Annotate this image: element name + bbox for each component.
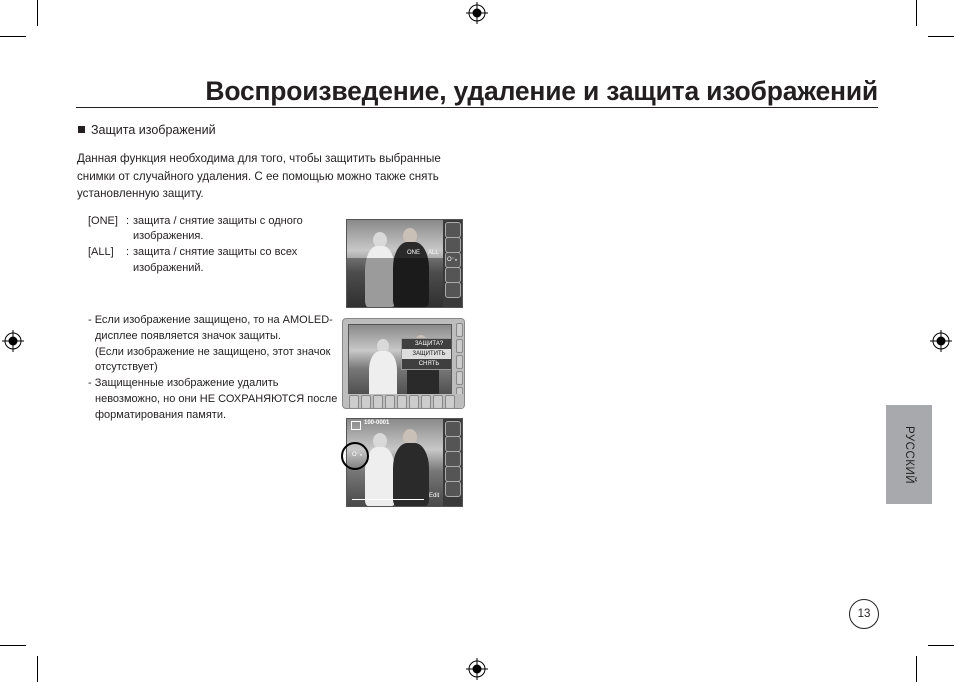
highlight-circle-icon bbox=[341, 442, 369, 470]
intro-paragraph bbox=[77, 150, 457, 203]
note-line: - Если изображение защищено, то на AMOLED- bbox=[88, 314, 333, 326]
note-line: (Если изображение не защищено, этот значок bbox=[95, 346, 331, 358]
thumbnail-strip bbox=[346, 394, 463, 408]
page-title: Воспроизведение, удаление и защита изображений bbox=[205, 76, 878, 106]
thumb-button[interactable] bbox=[409, 395, 419, 409]
registration-mark-icon bbox=[466, 2, 488, 24]
page-number: 13 bbox=[849, 599, 879, 629]
intro-line: установленную защиту. bbox=[77, 187, 204, 200]
thumb-button[interactable] bbox=[397, 395, 407, 409]
lock-label: O⁻ₙ bbox=[447, 257, 458, 263]
registration-mark-icon bbox=[930, 330, 952, 352]
bezel-button[interactable] bbox=[456, 323, 463, 337]
note-line: отсутствует) bbox=[95, 361, 158, 373]
note-line: дисплее появляется значок защиты. bbox=[95, 330, 281, 342]
protected-lock-icon: O⁻ₙ bbox=[352, 452, 363, 458]
crop-mark bbox=[0, 36, 26, 37]
option-desc-line: защита / снятие защиты с одного bbox=[133, 215, 303, 227]
thumb-button[interactable] bbox=[361, 395, 371, 409]
note-line: форматирования памяти. bbox=[95, 409, 227, 421]
bezel-button[interactable] bbox=[456, 371, 463, 385]
crop-mark bbox=[916, 656, 917, 682]
file-number: 100-0001 bbox=[364, 420, 390, 426]
bullet-square-icon bbox=[78, 126, 85, 133]
option-desc-line: изображения. bbox=[133, 230, 204, 242]
option-key-one: [ONE] bbox=[88, 215, 118, 227]
option-key-all: [ALL] bbox=[88, 246, 114, 258]
language-tab-label: РУССКИЙ bbox=[903, 425, 915, 484]
section-heading-text: Защита изображений bbox=[91, 123, 216, 137]
thumb-button[interactable] bbox=[445, 395, 455, 409]
sample-photo bbox=[347, 220, 443, 307]
trash-icon[interactable] bbox=[445, 267, 461, 283]
back-icon[interactable] bbox=[445, 481, 461, 497]
section-heading bbox=[76, 123, 216, 137]
progress-bar bbox=[352, 499, 424, 500]
trash-icon[interactable] bbox=[445, 466, 461, 482]
crop-mark bbox=[928, 645, 954, 646]
bezel-button[interactable] bbox=[456, 355, 463, 369]
crop-mark bbox=[37, 656, 38, 682]
camera-screen-protect-menu bbox=[348, 324, 452, 399]
option-separator: : bbox=[126, 246, 130, 258]
camera-screen-protect-select bbox=[346, 219, 463, 308]
crop-mark bbox=[0, 645, 26, 646]
option-one-label[interactable]: ONE bbox=[407, 250, 421, 256]
title-divider bbox=[76, 107, 878, 108]
menu-title: ЗАЩИТА? bbox=[414, 341, 444, 347]
note-line: невозможно, но они НЕ СОХРАНЯЮТСЯ после bbox=[95, 393, 338, 405]
crop-mark bbox=[916, 0, 917, 26]
memory-icon bbox=[445, 436, 461, 452]
crop-mark bbox=[37, 0, 38, 26]
option-separator: : bbox=[126, 215, 130, 227]
bezel-button[interactable] bbox=[456, 339, 463, 353]
thumb-button[interactable] bbox=[385, 395, 395, 409]
registration-mark-icon bbox=[2, 330, 24, 352]
play-mode-icon bbox=[351, 421, 361, 430]
thumb-button[interactable] bbox=[433, 395, 443, 409]
battery-icon bbox=[445, 421, 461, 437]
option-desc-line: изображений. bbox=[133, 262, 204, 274]
lock-icon[interactable] bbox=[445, 252, 461, 268]
thumb-button[interactable] bbox=[349, 395, 359, 409]
note-line: - Защищенные изображение удалить bbox=[88, 377, 279, 389]
intro-line: Данная функция необходима для того, чтобы защитить выбранные bbox=[77, 152, 441, 165]
option-desc-line: защита / снятие защиты со всех bbox=[133, 246, 298, 258]
thumb-button[interactable] bbox=[421, 395, 431, 409]
crop-mark bbox=[928, 36, 954, 37]
menu-item-unprotect[interactable]: СНЯТЬ bbox=[418, 361, 440, 367]
battery-icon bbox=[445, 222, 461, 238]
menu-item-protect[interactable]: ЗАЩИТИТЬ bbox=[402, 349, 452, 359]
protect-menu bbox=[401, 338, 452, 370]
registration-mark-icon bbox=[466, 658, 488, 680]
language-tab bbox=[886, 405, 932, 504]
lock-icon[interactable] bbox=[445, 451, 461, 467]
edit-button[interactable]: Edit bbox=[429, 493, 440, 499]
memory-icon bbox=[445, 237, 461, 253]
back-icon[interactable] bbox=[445, 282, 461, 298]
option-all-label[interactable]: ALL bbox=[428, 250, 439, 256]
intro-line: снимки от случайного удаления. С ее помощью можно также снять bbox=[77, 169, 439, 183]
thumb-button[interactable] bbox=[373, 395, 383, 409]
